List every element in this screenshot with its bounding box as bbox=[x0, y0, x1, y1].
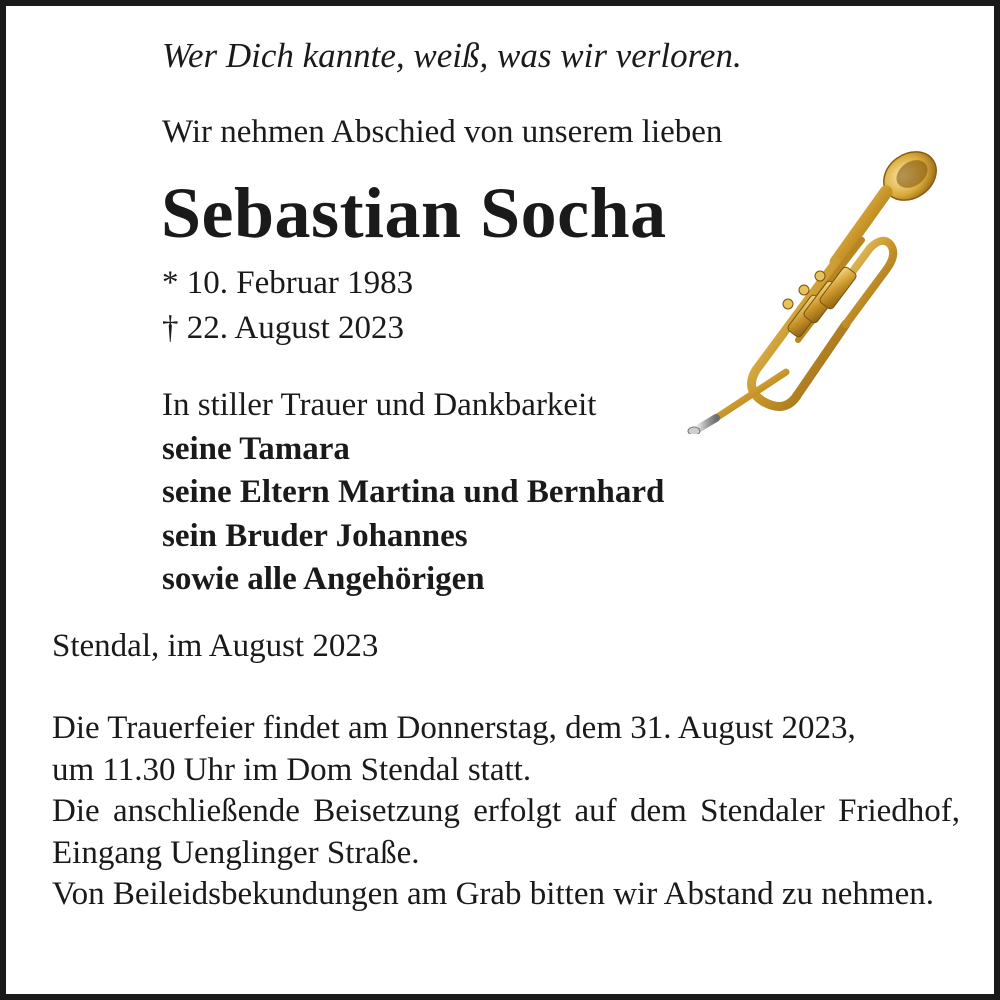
trumpet-icon bbox=[686, 144, 946, 434]
birth-date: * 10. Februar 1983 bbox=[162, 265, 414, 301]
place-date: Stendal, im August 2023 bbox=[52, 628, 379, 664]
deceased-name: Sebastian Socha bbox=[161, 173, 667, 253]
service-line: Die Trauerfeier findet am Donnerstag, dem 31. August 2023, bbox=[52, 710, 856, 746]
mourner-name: seine Tamara bbox=[162, 430, 350, 467]
life-dates bbox=[162, 261, 413, 351]
condolence-note: Von Beileidsbekundungen am Grab bitten wir Abstand zu nehmen. bbox=[52, 876, 934, 912]
service-info bbox=[52, 708, 960, 916]
death-date: † 22. August 2023 bbox=[162, 310, 405, 346]
mourner-name: sein Bruder Johannes bbox=[162, 517, 468, 554]
intro-text: Wir nehmen Abschied von unserem lieben bbox=[162, 114, 723, 150]
mourning-heading: In stiller Trauer und Dankbarkeit bbox=[162, 387, 597, 423]
mourner-name: seine Eltern Martina und Bernhard bbox=[162, 474, 665, 510]
burial-info: Die anschließende Beisetzung erfolgt auf dem Stendaler Friedhof, Eingang Uenglinger Straße. bbox=[52, 793, 960, 871]
mourners-block bbox=[162, 384, 664, 602]
motto: Wer Dich kannte, weiß, was wir verloren. bbox=[162, 36, 742, 75]
service-line: um 11.30 Uhr im Dom Stendal statt. bbox=[52, 751, 532, 788]
mourner-name: sowie alle Angehörigen bbox=[162, 561, 485, 597]
